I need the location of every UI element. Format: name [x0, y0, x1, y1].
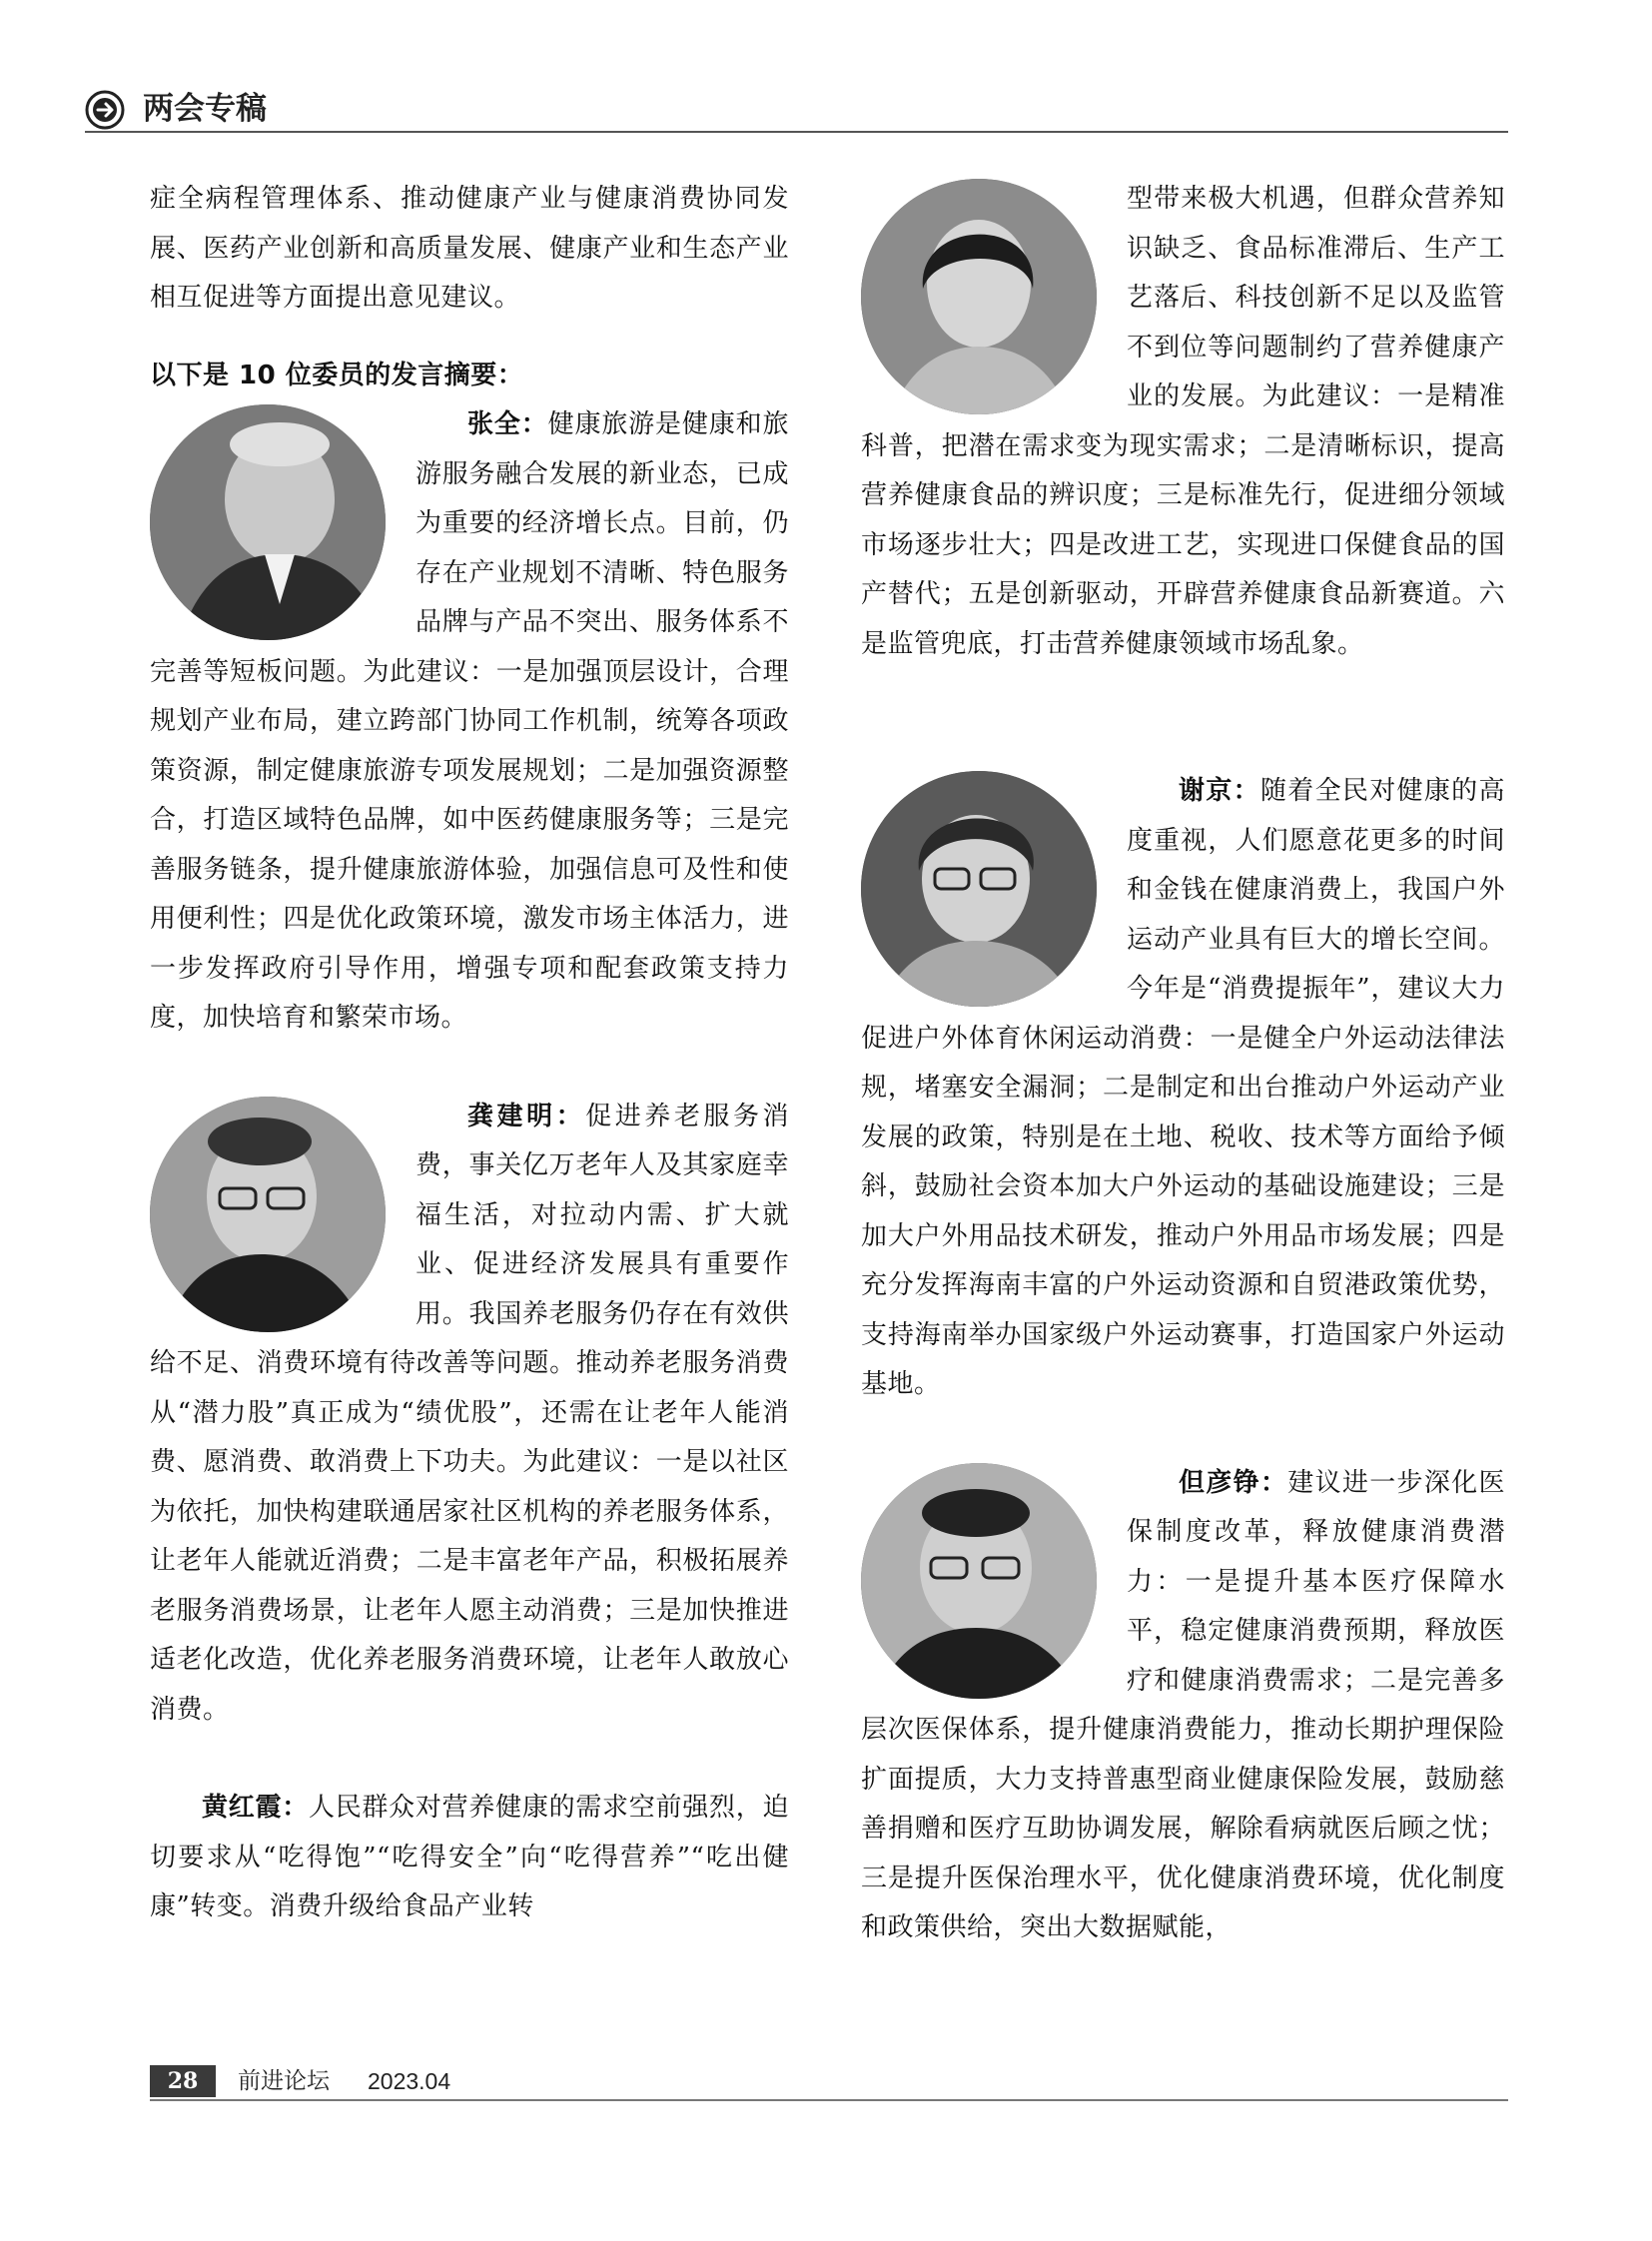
speaker-name-huang-hongxia: 黄红霞：: [202, 1793, 309, 1823]
portrait-dan-yanzheng: [861, 1463, 1097, 1699]
speech-zhang-quan: [150, 400, 789, 1044]
page-number: 28: [150, 2065, 216, 2097]
speaker-name-dan-yanzheng: 但彦铮：: [1179, 1467, 1288, 1498]
portrait-zhang-quan: [150, 404, 386, 640]
speech-text-zhang-quan: 健康旅游是健康和旅游服务融合发展的新业态，已成为重要的经济增长点。目前，仍存在产业规划不清晰、特色服务品牌与产品不突出、服务体系不完善等短板问题。为此建议：一是加强顶层设计，合理规划产业布局，建立跨部门协同工作机制，统筹各项政策资源，制定健康旅游专项发展规划；二是加强资源整合，打造区域特色品牌，如中医药健康服务等；三是完善服务链条，提升健康旅游体验，加强信息可及性和使用便利性；四是优化政策环境，激发市场主体活力，进一步发挥政府引导作用，增强专项和配套政策支持力度，加快培育和繁荣市场。: [150, 409, 789, 1033]
portrait-gong-jianming: [150, 1097, 386, 1332]
portrait-huang-hongxia: [861, 179, 1097, 414]
speech-xie-jing: [861, 767, 1505, 1410]
speech-text-dan-yanzheng: 建议进一步深化医保制度改革，释放健康消费潜力：一是提升基本医疗保障水平，稳定健康消费预期，释放医疗和健康消费需求；二是完善多层次医保体系，提升健康消费能力，推动长期护理保险扩面提质，大力支持普惠型商业健康保险发展，鼓励慈善捐赠和医疗互助协调发展，解除看病就医后顾之忧；三是提升医保治理水平，优化健康消费环境，优化制度和政策供给，突出大数据赋能，: [861, 1467, 1505, 1942]
right-column: [861, 175, 1505, 1953]
speaker-name-gong-jianming: 龚建明：: [467, 1101, 586, 1131]
speech-huang-hongxia: [150, 1784, 789, 1932]
speaker-name-xie-jing: 谢京：: [1179, 776, 1260, 806]
speaker-name-zhang-quan: 张全：: [467, 409, 548, 439]
arrow-circle-right-icon: [85, 90, 125, 130]
header-rule: [85, 131, 1508, 133]
speech-text-gong-jianming: 促进养老服务消费，事关亿万老年人及其家庭幸福生活，对拉动内需、扩大就业、促进经济发展具有重要作用。我国养老服务仍存在有效供给不足、消费环境有待改善等问题。推动养老服务消费从“潜力股”真正成为“绩优股”，还需在让老年人能消费、愿消费、敢消费上下功夫。为此建议：一是以社区为依托，加快构建联通居家社区机构的养老服务体系，让老年人能就近消费；二是丰富老年产品，积极拓展养老服务消费场景，让老年人愿主动消费；三是加快推进适老化改造，优化养老服务消费环境，让老年人敢放心消费。: [150, 1101, 789, 1725]
footer-rule: [150, 2099, 1508, 2101]
speech-text-huang-hongxia: 人民群众对营养健康的需求空前强烈，迫切要求从“吃得饱”“吃得安全”向“吃得营养”“吃出健康”转变。消费升级给食品产业转: [150, 1793, 789, 1921]
left-column: [150, 175, 789, 1932]
section-title: 两会专稿: [143, 91, 267, 127]
portrait-xie-jing: [861, 771, 1097, 1007]
speech-huang-hongxia-continued: [861, 175, 1505, 669]
page-header: [85, 88, 1508, 132]
speech-text-huang-hongxia-continued: 型带来极大机遇，但群众营养知识缺乏、食品标准滞后、生产工艺落后、科技创新不足以及监管不到位等问题制约了营养健康产业的发展。为此建议：一是精准科普，把潜在需求变为现实需求；二是清晰标识，提高营养健康食品的辨识度；三是标准先行，促进细分领域市场逐步壮大；四是改进工艺，实现进口保健食品的国产替代；五是创新驱动，开辟营养健康食品新赛道。六是监管兜底，打击营养健康领域市场乱象。: [861, 184, 1505, 659]
magazine-name: 前进论坛: [238, 2068, 330, 2094]
speech-gong-jianming: [150, 1093, 789, 1736]
speech-text-xie-jing: 随着全民对健康的高度重视，人们愿意花更多的时间和金钱在健康消费上，我国户外运动产业具有巨大的增长空间。今年是“消费提振年”，建议大力促进户外体育休闲运动消费：一是健全户外运动法律法规，堵塞安全漏洞；二是制定和出台推动户外运动产业发展的政策，特别是在土地、税收、技术等方面给予倾斜，鼓励社会资本加大户外运动的基础设施建设；三是加大户外用品技术研发，推动户外用品市场发展；四是充分发挥海南丰富的户外运动资源和自贸港政策优势，支持海南举办国家级户外运动赛事，打造国家户外运动基地。: [861, 776, 1505, 1399]
speech-dan-yanzheng: [861, 1459, 1505, 1953]
summary-heading: 以下是 10 位委员的发言摘要：: [150, 360, 524, 390]
issue-number: 2023.04: [368, 2068, 451, 2094]
intro-continuation: 症全病程管理体系、推动健康产业与健康消费协同发展、医药产业创新和高质量发展、健康产业和生态产业相互促进等方面提出意见建议。: [150, 184, 789, 313]
page-footer: [150, 2065, 1508, 2101]
